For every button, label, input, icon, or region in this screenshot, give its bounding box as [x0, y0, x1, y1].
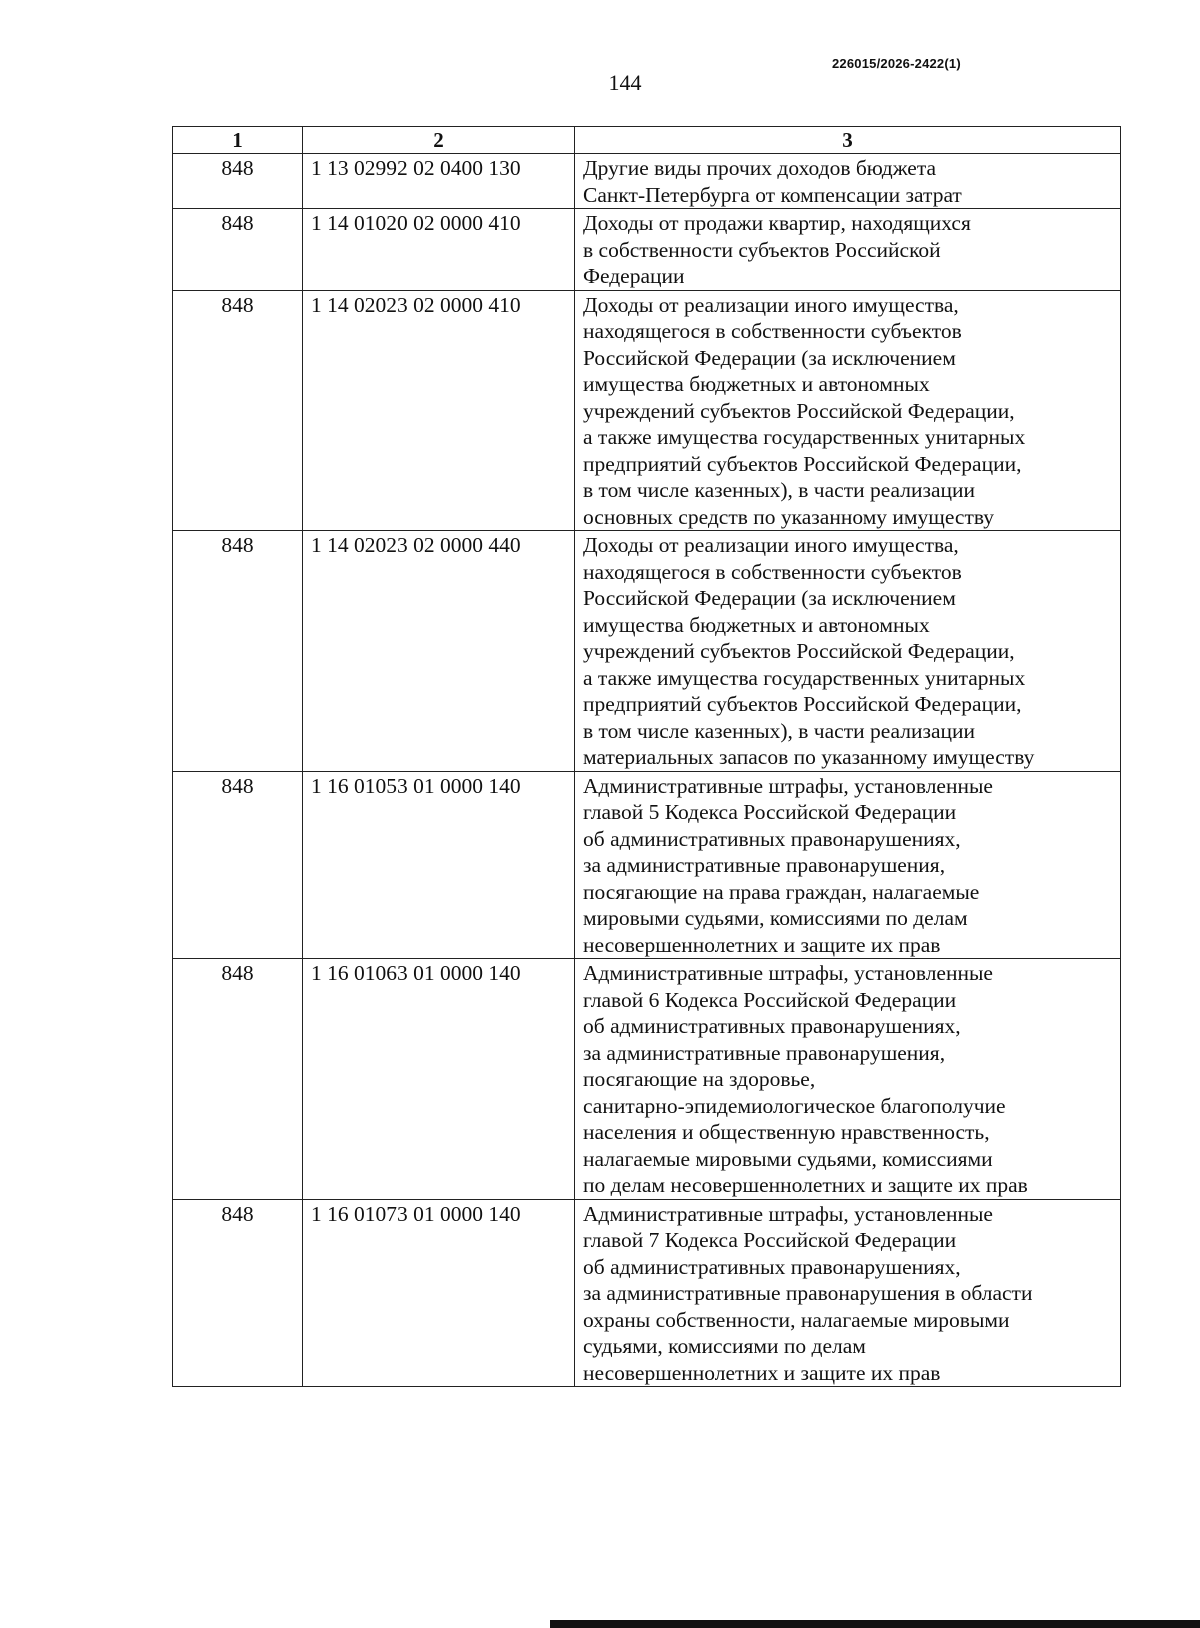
description-line: в том числе казенных), в части реализации	[583, 718, 976, 743]
description-line: учреждений субъектов Российской Федерации,	[583, 639, 1015, 663]
budget-classification-code-cell: 1 14 01020 02 0000 410	[303, 209, 575, 291]
table-body	[173, 154, 1121, 1387]
revenue-description-cell	[575, 209, 1121, 291]
description-line: предприятий субъектов Российской Федерации,	[583, 451, 1022, 476]
description-line: Административные штрафы, установленные	[583, 773, 993, 798]
budget-classification-code-cell: 1 16 01063 01 0000 140	[303, 959, 575, 1200]
table-row	[173, 959, 1121, 1200]
table-row	[173, 154, 1121, 209]
budget-classification-code-cell: 1 14 02023 02 0000 440	[303, 531, 575, 772]
description-line: посягающие на права граждан, налагаемые	[583, 879, 980, 904]
table-row	[173, 1199, 1121, 1387]
scan-edge-bar	[550, 1620, 1200, 1628]
description-line: учреждений субъектов Российской Федерации,	[583, 398, 1015, 423]
administrator-code-cell: 848	[173, 290, 303, 531]
description-line: Российской Федерации (за исключением	[583, 345, 956, 370]
revenue-description-cell	[575, 1199, 1121, 1387]
description-line: главой 5 Кодекса Российской Федерации	[583, 800, 957, 824]
description-line: судьями, комиссиями по делам	[583, 1334, 866, 1358]
revenue-description-cell	[575, 771, 1121, 959]
description-line: имущества бюджетных и автономных	[583, 612, 930, 637]
description-line: Административные штрафы, установленные	[583, 961, 993, 985]
description-line: санитарно-эпидемиологическое благополучие	[583, 1093, 1006, 1118]
revenue-description-cell	[575, 154, 1121, 209]
description-line: населения и общественную нравственность,	[583, 1120, 990, 1144]
description-line: а также имущества государственных унитарных	[583, 665, 1026, 690]
description-line: посягающие на здоровье,	[583, 1067, 816, 1091]
budget-classification-code-cell: 1 13 02992 02 0400 130	[303, 154, 575, 209]
administrator-code-cell: 848	[173, 154, 303, 209]
administrator-code-cell: 848	[173, 959, 303, 1200]
column-header-1: 1	[173, 127, 303, 154]
administrator-code-cell: 848	[173, 531, 303, 772]
description-line: по делам несовершеннолетних и защите их прав	[583, 1173, 1028, 1197]
page-number: 144	[608, 70, 642, 95]
description-line: основных средств по указанному имуществу	[583, 504, 995, 529]
description-line: имущества бюджетных и автономных	[583, 372, 930, 396]
description-line: Российской Федерации (за исключением	[583, 586, 956, 610]
budget-classification-code-cell: 1 16 01053 01 0000 140	[303, 771, 575, 959]
description-line: Доходы от реализации иного имущества,	[583, 292, 959, 317]
revenue-description-cell	[575, 959, 1121, 1200]
revenue-description-cell	[575, 290, 1121, 531]
description-line: за административные правонарушения,	[583, 1040, 946, 1065]
description-line: за административные правонарушения в области	[583, 1281, 1033, 1305]
document-registration-number: 226015/2026-2422(1)	[832, 56, 961, 71]
description-line: Административные штрафы, установленные	[583, 1201, 993, 1226]
table-row	[173, 531, 1121, 772]
revenue-codes-table	[172, 126, 1121, 1387]
description-line: Федерации	[583, 264, 685, 288]
description-line: главой 6 Кодекса Российской Федерации	[583, 987, 957, 1012]
description-line: находящегося в собственности субъектов	[583, 559, 962, 584]
description-line: об административных правонарушениях,	[583, 1014, 961, 1038]
description-line: охраны собственности, налагаемые мировыми	[583, 1307, 1010, 1332]
description-line: об административных правонарушениях,	[583, 826, 961, 851]
administrator-code-cell: 848	[173, 209, 303, 291]
table-row	[173, 209, 1121, 291]
revenue-description-cell	[575, 531, 1121, 772]
table-header-row	[173, 127, 1121, 154]
column-header-3: 3	[575, 127, 1121, 154]
description-line: а также имущества государственных унитарных	[583, 425, 1026, 449]
description-line: в собственности субъектов Российской	[583, 237, 941, 262]
description-line: Санкт-Петербурга от компенсации затрат	[583, 182, 962, 207]
description-line: Доходы от продажи квартир, находящихся	[583, 211, 971, 235]
description-line: находящегося в собственности субъектов	[583, 319, 962, 343]
table-row	[173, 290, 1121, 531]
description-line: материальных запасов по указанному имуществу	[583, 745, 1035, 769]
description-line: главой 7 Кодекса Российской Федерации	[583, 1228, 957, 1252]
description-line: несовершеннолетних и защите их прав	[583, 1360, 941, 1385]
description-line: мировыми судьями, комиссиями по делам	[583, 906, 968, 930]
description-line: налагаемые мировыми судьями, комиссиями	[583, 1146, 993, 1171]
description-line: в том числе казенных), в части реализации	[583, 478, 976, 502]
administrator-code-cell: 848	[173, 1199, 303, 1387]
table-header	[173, 127, 1121, 154]
column-header-2: 2	[303, 127, 575, 154]
description-line: предприятий субъектов Российской Федерации,	[583, 692, 1022, 716]
description-line: Доходы от реализации иного имущества,	[583, 533, 959, 557]
administrator-code-cell: 848	[173, 771, 303, 959]
table-row	[173, 771, 1121, 959]
budget-classification-code-cell: 1 14 02023 02 0000 410	[303, 290, 575, 531]
budget-classification-code-cell: 1 16 01073 01 0000 140	[303, 1199, 575, 1387]
description-line: несовершеннолетних и защите их прав	[583, 932, 941, 957]
description-line: за административные правонарушения,	[583, 853, 946, 877]
description-line: об административных правонарушениях,	[583, 1254, 961, 1279]
description-line: Другие виды прочих доходов бюджета	[583, 156, 937, 180]
